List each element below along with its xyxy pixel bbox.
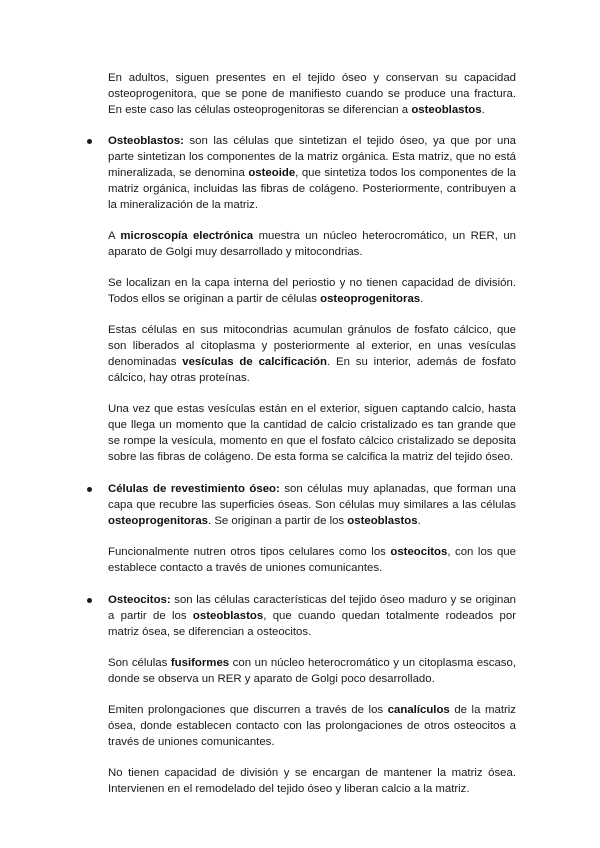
bold-term: osteoprogenitoras <box>108 515 208 527</box>
osteocitos-p3 <box>108 702 516 750</box>
section-osteocitos <box>108 592 516 797</box>
osteoblastos-p2 <box>108 228 516 260</box>
osteocitos-title: Osteocitos: <box>108 594 171 606</box>
bullet-icon <box>87 139 92 144</box>
bold-term: fusiformes <box>170 657 230 669</box>
text-span: . <box>420 293 424 305</box>
bold-term: osteoprogenitoras <box>320 293 421 305</box>
osteocitos-p1 <box>108 592 516 640</box>
text-span: son las células que sintetizan el tejido óseo, ya que por una parte sintetizan los componentes de la matriz orgánica. Esta matriz, que no está mineralizada, se denomina <box>108 135 516 179</box>
text-span: , que cuando quedan totalmente rodeados por matriz ósea, se diferencian a osteocitos. <box>108 610 516 638</box>
osteoblastos-p4 <box>108 322 516 386</box>
text-span: A <box>108 230 121 242</box>
text-span: . <box>417 515 421 527</box>
text-span: , con los que establece contacto a través de uniones comunicantes. <box>108 546 516 574</box>
bold-term: osteocitos <box>390 546 448 558</box>
bold-term: canalículos <box>387 704 450 716</box>
text-span: Funcionalmente nutren otros tipos celulares como los <box>108 546 391 558</box>
text-span: Estas células en sus mitocondrias acumulan gránulos de fosfato cálcico, que son liberados al citoplasma y posteriormente al exterior, en unas vesículas denominadas <box>108 324 516 368</box>
text-span: muestra un núcleo heterocromático, un RER, un aparato de Golgi muy desarrollado y mitocondrias. <box>108 230 516 258</box>
osteoblastos-p1 <box>108 133 516 213</box>
text-span: son las células características del tejido óseo maduro y se originan a partir de los <box>108 594 516 622</box>
bullet-icon <box>87 598 92 603</box>
bullet-icon <box>87 487 92 492</box>
osteocitos-p2 <box>108 655 516 687</box>
text-span: Son células <box>108 657 171 669</box>
intro-paragraph <box>108 70 516 118</box>
text-span: son células muy aplanadas, que forman una capa que recubre las superficies óseas. Son células muy similares a las células <box>108 483 516 511</box>
bold-term: microscopía electrónica <box>120 230 254 242</box>
revestimiento-title: Células de revestimiento óseo: <box>108 483 280 495</box>
revestimiento-p1 <box>108 481 516 529</box>
text-span: Emiten prolongaciones que discurren a través de los <box>108 704 388 716</box>
section-revestimiento <box>108 481 516 576</box>
text-span: . Se originan a partir de los <box>208 515 348 527</box>
bold-term: osteoide <box>248 167 296 179</box>
osteocitos-p4: No tienen capacidad de división y se encargan de mantener la matriz ósea. Intervienen en el remodelado del tejido óseo y liberan calcio a la matriz. <box>108 767 516 795</box>
bold-term: osteoblastos <box>347 515 418 527</box>
text-span: . En su interior, además de fosfato cálcico, hay otras proteínas. <box>108 356 517 384</box>
bold-term: osteoblastos <box>192 610 264 622</box>
intro-bold: osteoblastos <box>411 104 482 116</box>
text-span: , que sintetiza todos los componentes de la matriz orgánica, incluidas las fibras de colágeno. Posteriormente, contribuyen a la mineralización de la matriz. <box>108 167 517 211</box>
section-osteoblastos <box>108 133 516 465</box>
text-span: de la matriz ósea, donde establecen contacto con las prolongaciones de otros osteocitos a través de uniones comunicantes. <box>108 704 516 748</box>
intro-end: . <box>481 104 485 116</box>
text-span: Se localizan en la capa interna del periostio y no tienen capacidad de división. Todos ellos se originan a partir de células <box>108 277 516 305</box>
osteoblastos-p5: Una vez que estas vesículas están en el exterior, siguen captando calcio, hasta que llega un momento que la cantidad de calcio cristalizado es tan grande que se rompe la vesícula, momento en que el fosfato cálcico cristalizado se deposita sobre las fibras de colágeno. De esta forma se calcifica la matriz del tejido óseo. <box>108 403 516 463</box>
osteoblastos-title: Osteoblastos: <box>108 135 184 147</box>
osteoblastos-p3 <box>108 275 516 307</box>
text-span: con un núcleo heterocromático y un citoplasma escaso, donde se observa un RER y aparato de Golgi poco desarrollado. <box>108 657 517 685</box>
bold-term: vesículas de calcificación <box>182 356 327 368</box>
revestimiento-p2 <box>108 544 516 576</box>
intro-text: En adultos, siguen presentes en el tejido óseo y conservan su capacidad osteoprogenitora, que se pone de manifiesto cuando se produce una fractura. En este caso las células osteoprogenitoras se diferencian a <box>108 72 516 116</box>
